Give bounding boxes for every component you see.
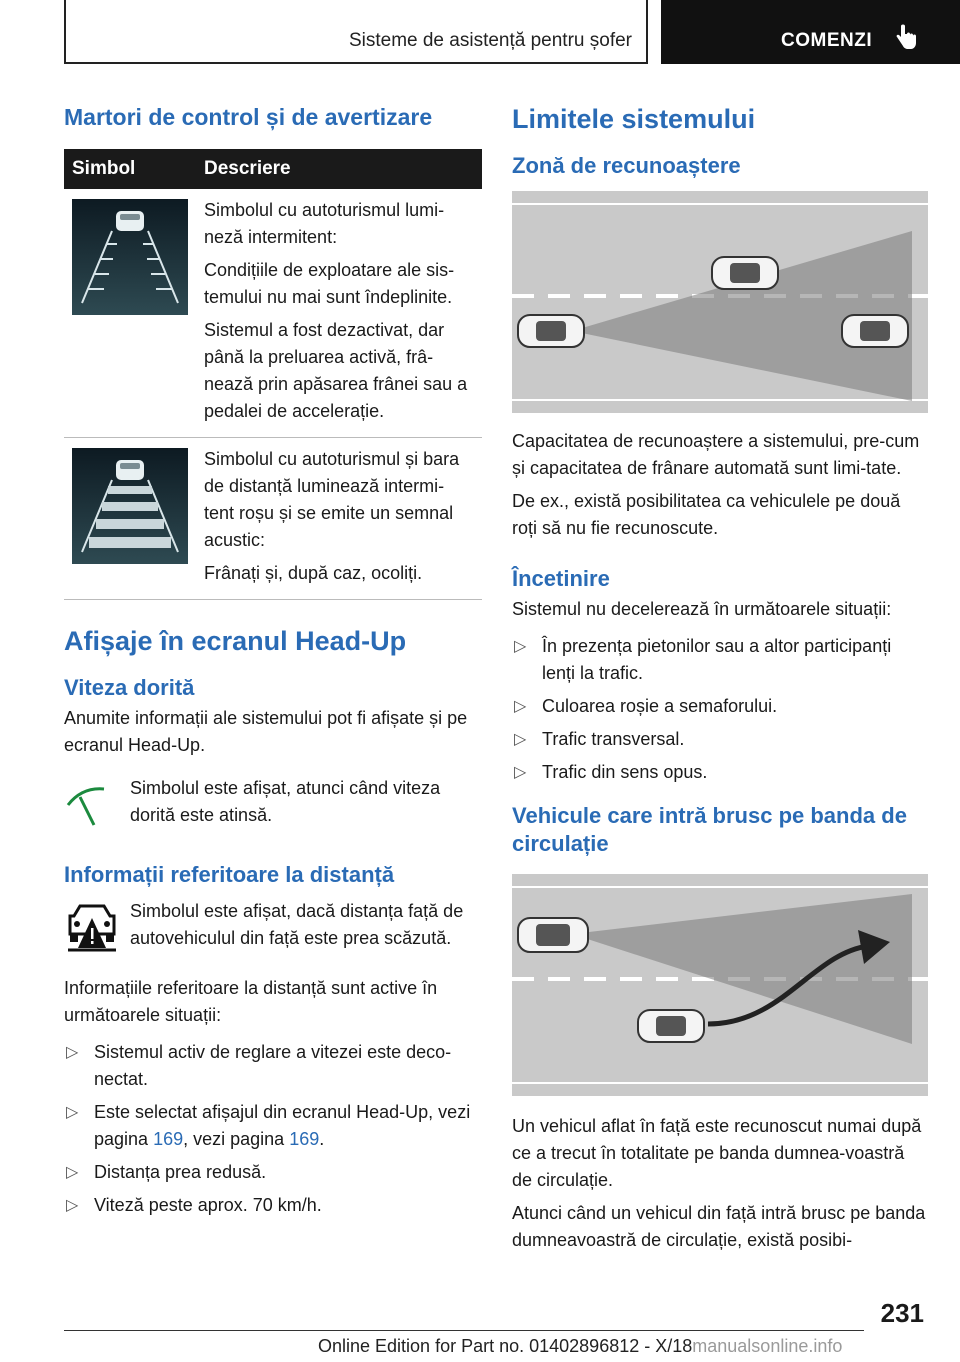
detection-zone-illustration <box>512 191 928 418</box>
right-column <box>512 90 928 1254</box>
page-link[interactable]: 169 <box>289 1129 320 1149</box>
footer-divider <box>64 1330 864 1331</box>
section-frame <box>64 0 648 64</box>
table-header-description: Descriere <box>196 149 482 189</box>
chapter-tab-label: COMENZI <box>781 30 873 51</box>
list-item: ▷ Culoarea roșie a semaforului. <box>512 693 928 720</box>
speed-reached-icon <box>64 822 124 839</box>
list-item: ▷ Trafic transversal. <box>512 726 928 753</box>
page-header <box>64 0 960 64</box>
car-lane-lights-icon <box>72 299 188 319</box>
chapter-tab[interactable] <box>661 0 960 64</box>
row1-para1: Simbolul cu autoturismul lumi-neză intermitent: <box>204 200 445 247</box>
cut-in-illustration <box>512 874 928 1101</box>
list-item: ▷ Distanța prea redusă. <box>64 1159 482 1186</box>
edition-text: Online Edition for Part no. 01402896812 - X/18 <box>318 1336 693 1356</box>
distance-conditions-list <box>64 1039 482 1219</box>
table-header-symbol: Simbol <box>64 149 196 189</box>
row1-para3: Sistemul a fost dezactivat, dar până la preluarea activă, frâ-nează prin apăsarea frânei sau a pedalei de accelerație. <box>204 320 468 421</box>
heading-desired-speed: Viteza dorită <box>64 675 195 700</box>
page-link[interactable]: 169 <box>153 1129 184 1149</box>
cut-in-para2: Atunci când un vehicul din față intră brusc pe banda dumneavoastră de circulație, există posibi- <box>512 1203 926 1250</box>
speed-intro: Anumite informații ale sistemului pot fi afișate și pe ecranul Head-Up. <box>64 708 468 755</box>
heading-system-limits: Limitele sistemului <box>512 104 756 134</box>
list-item: ▷ Este selectat afișajul din ecranul Head-Up, vezi pagina 169, vezi pagina 169. <box>64 1099 482 1153</box>
triangle-bullet-icon: ▷ <box>66 1197 79 1214</box>
list-item: ▷ În prezența pietonilor sau a altor participanți lenți la trafic. <box>512 633 928 687</box>
page-number: 231 <box>880 1298 924 1328</box>
triangle-bullet-icon: ▷ <box>514 731 527 748</box>
heading-detection-zone: Zonă de recunoaștere <box>512 153 741 178</box>
distance-warning-icon <box>64 941 120 958</box>
footer <box>318 1336 842 1357</box>
distance-symbol-text: Simbolul este afișat, dacă distanța față de autovehiculul din față este prea scăzută. <box>130 901 464 948</box>
heading-slowing: Încetinire <box>512 566 610 591</box>
heading-cut-in-vehicles: Vehicule care intră brusc pe banda de circulație <box>512 803 907 856</box>
cut-in-para1: Un vehicul aflat în față este recunoscut numai după ce a trecut în totalitate pe banda dumnea-voastră de circulație. <box>512 1116 922 1190</box>
triangle-bullet-icon: ▷ <box>66 1104 79 1121</box>
zone-para1: Capacitatea de recunoaștere a sistemului, pre-cum și capacitatea de frânare automată sunt limi-tate. <box>512 431 920 478</box>
table-row <box>64 189 482 438</box>
triangle-bullet-icon: ▷ <box>66 1164 79 1181</box>
car-icon <box>712 257 778 289</box>
heading-head-up-display: Afișaje în ecranul Head-Up <box>64 626 407 656</box>
distance-intro: Informațiile referitoare la distanță sunt active în următoarele situații: <box>64 978 438 1025</box>
triangle-bullet-icon: ▷ <box>514 638 527 655</box>
row1-para2: Condițiile de exploatare ale sis-temului nu mai sunt îndeplinite. <box>204 260 455 307</box>
slow-intro: Sistemul nu decelerează în următoarele situații: <box>512 599 892 619</box>
list-item: ▷ Trafic din sens opus. <box>512 759 928 786</box>
heading-distance-info: Informații referitoare la distanță <box>64 862 395 887</box>
table-row <box>64 438 482 600</box>
heading-warning-lights: Martori de control și de avertizare <box>64 104 433 130</box>
left-column <box>64 90 482 1225</box>
slow-conditions-list <box>512 633 928 786</box>
triangle-bullet-icon: ▷ <box>514 698 527 715</box>
watermark-text: manualsonline.info <box>692 1336 843 1356</box>
row2-para2: Frânați și, după caz, ocoliți. <box>204 563 423 583</box>
section-title: Sisteme de asistență pentru șofer <box>348 30 632 51</box>
list-item: ▷ Sistemul activ de reglare a vitezei este deco-nectat. <box>64 1039 482 1093</box>
list-item: ▷ Viteză peste aprox. 70 km/h. <box>64 1192 482 1219</box>
speed-symbol-row <box>64 775 482 840</box>
symbol-table <box>64 149 482 600</box>
row2-para1: Simbolul cu autoturismul și bara de distanță luminează intermi-tent roșu și se emite un semnal acustic: <box>204 449 460 550</box>
triangle-bullet-icon: ▷ <box>514 764 527 781</box>
speed-symbol-text: Simbolul este afișat, atunci când viteza dorită este atinsă. <box>130 778 441 825</box>
hand-pointer-icon <box>895 24 917 55</box>
zone-para2: De ex., există posibilitatea ca vehiculele pe două roți să nu fie recunoscute. <box>512 491 901 538</box>
car-distance-bars-icon <box>72 548 188 568</box>
triangle-bullet-icon: ▷ <box>66 1044 79 1061</box>
distance-symbol-row <box>64 898 482 959</box>
